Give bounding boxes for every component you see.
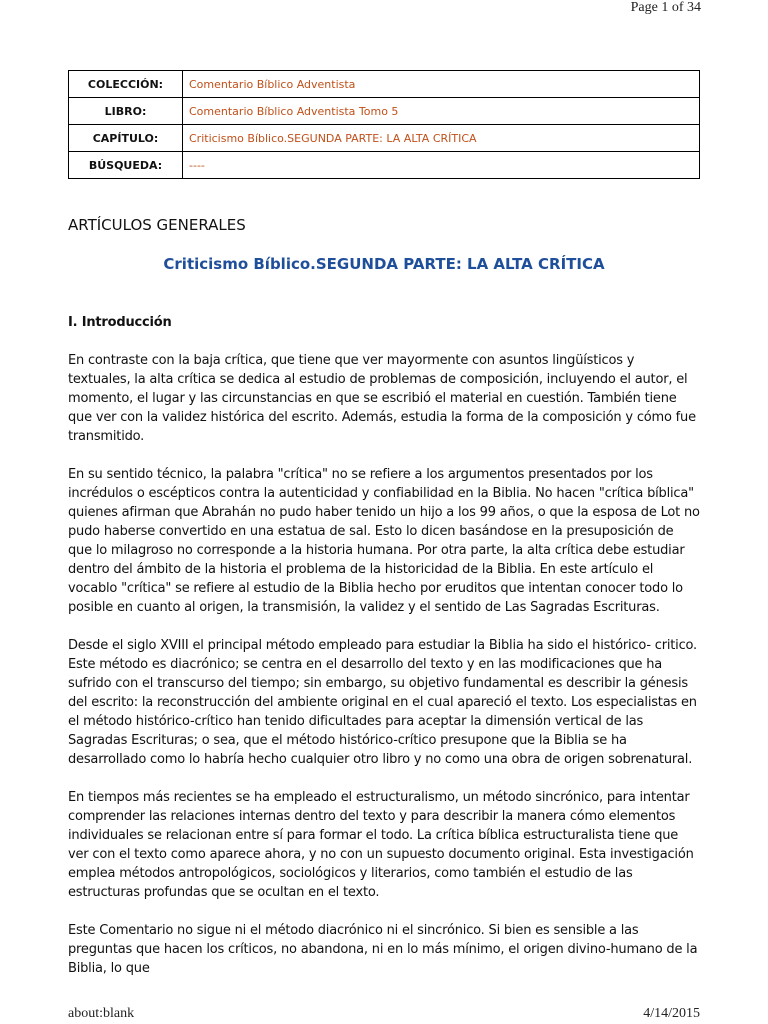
metadata-row-chapter	[69, 125, 700, 152]
paragraph: En contraste con la baja crítica, que tiene que ver mayormente con asuntos lingüísticos y textuales, la alta crítica se dedica al estudio de problemas de composición, incluyendo el autor, el momento, el lugar y las circunstancias en que se escribió el material en cuestión. También tiene que ver con la validez histórica del escrito. Además, estudia la forma de la composición y cómo fue transmitido.	[68, 353, 696, 444]
metadata-row-collection	[69, 71, 700, 98]
paragraph: Desde el siglo XVIII el principal método empleado para estudiar la Biblia ha sido el histórico- critico. Este método es diacrónico; se centra en el desarrollo del texto y en las modificaciones que ha sufrido con el transcurso del tiempo; sin embargo, su objetivo fundamental es describir la génesis del escrito: la reconstrucción del ambiente original en el cual apareció el texto. Los especialistas en el método histórico-crítico han tenido dificultades para aceptar la dimensión vertical de las Sagradas Escrituras; o sea, que el método histórico-crítico presupone que la Biblia se ha desarrollado como lo habría hecho cualquier otro libro y no como una obra de origen sobrenatural.	[68, 638, 697, 767]
article-body	[68, 313, 700, 997]
section-title: ARTÍCULOS GENERALES	[68, 216, 246, 234]
metadata-label: COLECCIÓN:	[69, 71, 183, 98]
footer-date: 4/14/2015	[643, 1006, 700, 1021]
metadata-label: BÚSQUEDA:	[69, 152, 183, 179]
metadata-value: Criticismo Bíblico.SEGUNDA PARTE: LA ALTA CRÍTICA	[183, 125, 700, 152]
metadata-value: ----	[183, 152, 700, 179]
metadata-row-book	[69, 98, 700, 125]
metadata-label: LIBRO:	[69, 98, 183, 125]
article-heading: I. Introducción	[68, 315, 172, 330]
metadata-value: Comentario Bíblico Adventista	[183, 71, 700, 98]
metadata-value: Comentario Bíblico Adventista Tomo 5	[183, 98, 700, 125]
footer-url: about:blank	[68, 1006, 135, 1021]
metadata-label: CAPÍTULO:	[69, 125, 183, 152]
paragraph: Este Comentario no sigue ni el método diacrónico ni el sincrónico. Si bien es sensible a las preguntas que hacen los críticos, no abandona, ni en lo más mínimo, el origen divino-humano de la Biblia, lo que	[68, 923, 698, 976]
metadata-table	[68, 70, 700, 179]
page-number: Page 1 of 34	[630, 0, 701, 15]
article-title: Criticismo Bíblico.SEGUNDA PARTE: LA ALTA CRÍTICA	[163, 255, 605, 273]
paragraph: En tiempos más recientes se ha empleado el estructuralismo, un método sincrónico, para intentar comprender las relaciones internas dentro del texto y para describir la manera cómo elementos individuales se relacionan entre sí para formar el todo. La crítica bíblica estructuralista tiene que ver con el texto como aparece ahora, y no con un supuesto documento original. Esta investigación emplea métodos antropológicos, sociológicos y literarios, como también el estudio de las estructuras profundas que se ocultan en el texto.	[68, 790, 694, 900]
metadata-row-search	[69, 152, 700, 179]
paragraph: En su sentido técnico, la palabra "crítica" no se refiere a los argumentos presentados por los incrédulos o escépticos contra la autenticidad y confiabilidad en la Biblia. No hacen "crítica bíblica" quienes afirman que Abrahán no pudo haber tenido un hijo a los 99 años, o que la esposa de Lot no pudo haberse convertido en una estatua de sal. Esto lo dicen basándose en la presuposición de que lo milagroso no corresponde a la historia humana. Por otra parte, la alta crítica debe estudiar dentro del ámbito de la historia el problema de la historicidad de la Biblia. En este artículo el vocablo "crítica" se refiere al estudio de la Biblia hecho por eruditos que intentan conocer todo lo posible en cuanto al origen, la transmisión, la validez y el sentido de Las Sagradas Escrituras.	[68, 467, 700, 615]
